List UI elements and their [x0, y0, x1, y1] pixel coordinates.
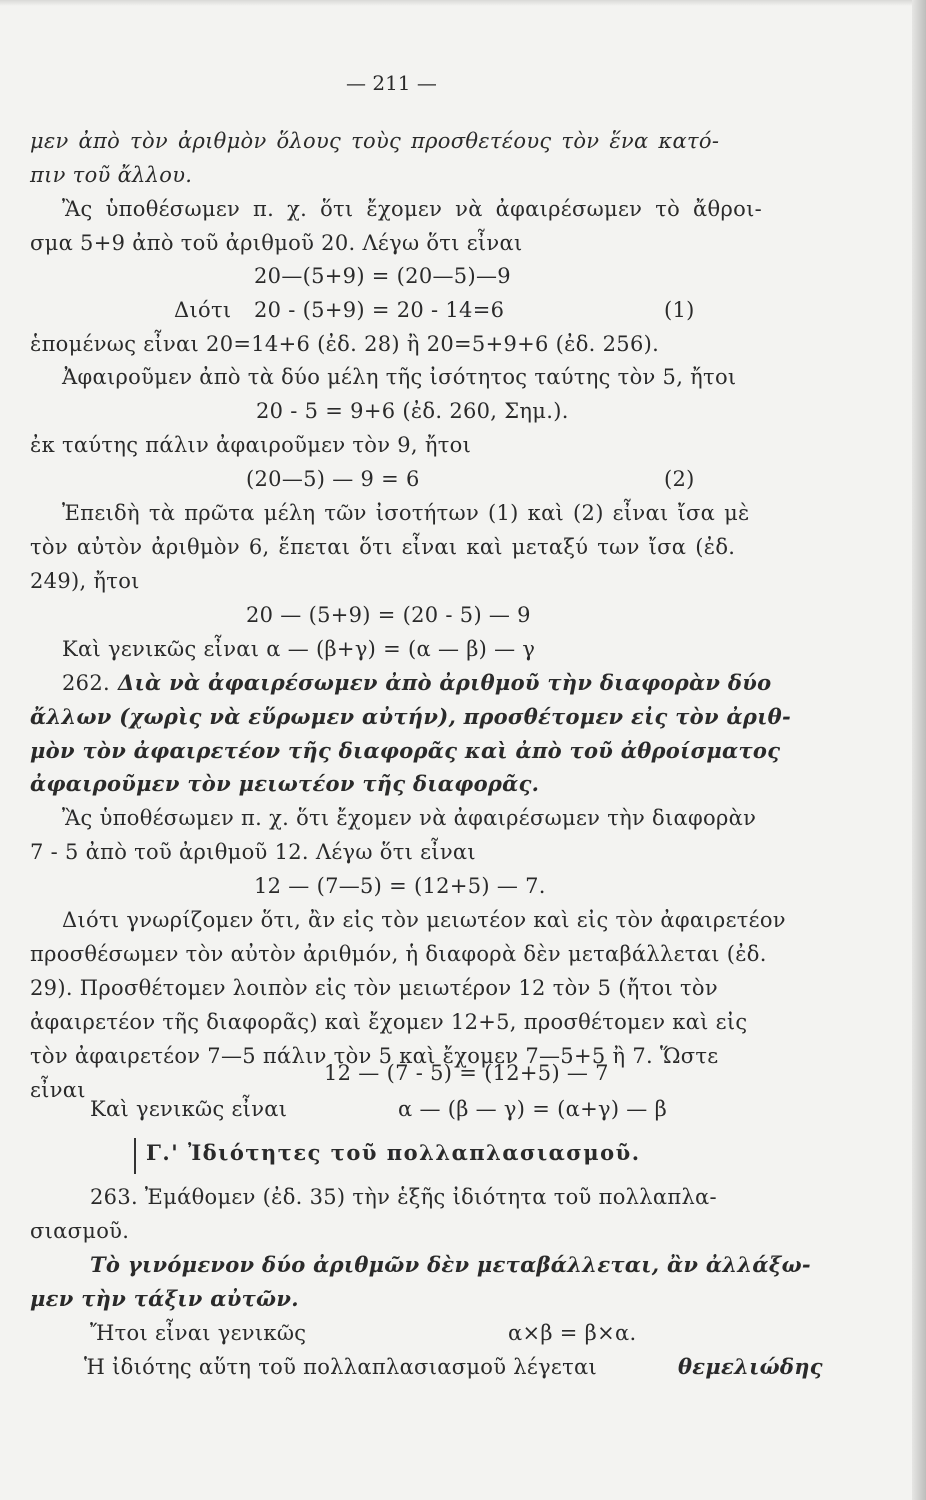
text-line: Ἂς ὑποθέσωμεν π. χ. ὅτι ἔχομεν νὰ ἀφαιρέσωμεν τὸ ἄθροι-: [62, 197, 762, 221]
emphasis-term: θεμελιώδης: [678, 1354, 823, 1379]
text-line: 249), ἤτοι: [30, 569, 140, 593]
text-line: 263. Ἐμάθομεν (ἐδ. 35) τὴν ἑξῆς ἰδιότητα τοῦ πολλαπλα-: [90, 1185, 717, 1209]
text-line: Καὶ γενικῶς εἶναι α — (β+γ) = (α — β) — γ: [62, 637, 536, 661]
equation-number: (2): [664, 467, 695, 491]
section-number: 262.: [62, 671, 110, 695]
equation: 12 — (7—5) = (12+5) — 7.: [254, 874, 546, 898]
text-line: Ἀφαιροῦμεν ἀπὸ τὰ δύο μέλη τῆς ἰσότητος ταύτης τὸν 5, ἤτοι: [62, 365, 737, 389]
text-line: ἀφαιρετέον τῆς διαφορᾶς) καὶ ἔχομεν 12+5, προσθέτομεν καὶ εἰς: [30, 1010, 748, 1034]
text-line: 29). Προσθέτομεν λοιπὸν εἰς τὸν μειωτέρον 12 τὸν 5 (ἤτοι τὸν: [30, 976, 718, 1000]
text-line: τὸν ἀφαιρετέον 7—5 πάλιν τὸν 5 καὶ ἔχομεν 7—5+5 ἢ 7. Ὥστε: [30, 1044, 719, 1068]
equation: 12 — (7 - 5) = (12+5) — 7: [324, 1061, 609, 1085]
text-line: Διότι: [174, 298, 232, 322]
equation: (20—5) — 9 = 6: [246, 467, 420, 491]
rule-text: ἄλλων (χωρὶς νὰ εὕρωμεν αὐτήν), προσθέτομεν εἰς τὸν ἀριθ-: [30, 704, 791, 729]
text-line: ἐκ ταύτης πάλιν ἀφαιροῦμεν τὸν 9, ἤτοι: [30, 433, 472, 457]
text-line: Ἐπειδὴ τὰ πρῶτα μέλη τῶν ἰσοτήτων (1) καὶ (2) εἶναι ἴσα μὲ: [62, 501, 750, 525]
equation: 20—(5+9) = (20—5)—9: [254, 264, 511, 288]
text-line: Διότι γνωρίζομεν ὅτι, ἂν εἰς τὸν μειωτέον καὶ εἰς τὸν ἀφαιρετέον: [62, 908, 786, 932]
text-line: προσθέσωμεν τὸν αὐτὸν ἀριθμόν, ἡ διαφορὰ δὲν μεταβάλλεται (ἐδ.: [30, 942, 767, 966]
text-line: εἶναι: [30, 1078, 86, 1102]
section-heading: Γ.' Ἰδιότητες τοῦ πολλαπλασιασμοῦ.: [146, 1140, 641, 1165]
text-line: σιασμοῦ.: [30, 1219, 130, 1243]
text-line: ἑπομένως εἶναι 20=14+6 (ἐδ. 28) ἢ 20=5+9+6 (ἐδ. 256).: [30, 332, 660, 356]
rule-text: ἀφαιροῦμεν τὸν μειωτέον τῆς διαφορᾶς.: [30, 771, 540, 796]
text-line: Ἡ ἰδιότης αὕτη τοῦ πολλαπλασιασμοῦ λέγεται: [84, 1355, 598, 1379]
rule-text: Διὰ νὰ ἀφαιρέσωμεν ἀπὸ ἀριθμοῦ τὴν διαφορὰν δύο: [118, 670, 772, 695]
equation: 20 - (5+9) = 20 - 14=6: [254, 298, 505, 322]
text-line: μεν ἀπὸ τὸν ἀριθμὸν ὅλους τοὺς προσθετέους τὸν ἕνα κατό-: [30, 129, 720, 153]
text-line: Ἤτοι εἶναι γενικῶς: [90, 1321, 307, 1345]
equation: α×β = β×α.: [508, 1321, 637, 1345]
rule-text: Τὸ γινόμενον δύο ἀριθμῶν δὲν μεταβάλλεται, ἂν ἀλλάξω-: [90, 1252, 811, 1277]
text-line: Καὶ γενικῶς εἶναι: [90, 1097, 288, 1121]
text-line: 7 - 5 ἀπὸ τοῦ ἀριθμοῦ 12. Λέγω ὅτι εἶναι: [30, 840, 476, 864]
text-line: τὸν αὐτὸν ἀριθμὸν 6, ἕπεται ὅτι εἶναι καὶ μεταξύ των ἴσα (ἐδ.: [30, 535, 736, 559]
text-line: πιν τοῦ ἄλλου.: [30, 163, 193, 187]
text-line: Ἂς ὑποθέσωμεν π. χ. ὅτι ἔχομεν νὰ ἀφαιρέσωμεν τὴν διαφορὰν: [62, 806, 757, 830]
text-line: σμα 5+9 ἀπὸ τοῦ ἀριθμοῦ 20. Λέγω ὅτι εἶναι: [30, 231, 523, 255]
equation: 20 - 5 = 9+6 (ἐδ. 260, Σημ.).: [256, 399, 569, 423]
rule-text: μὸν τὸν ἀφαιρετέον τῆς διαφορᾶς καὶ ἀπὸ τοῦ ἀθροίσματος: [30, 738, 781, 763]
equation: α — (β — γ) = (α+γ) — β: [398, 1097, 668, 1121]
scan-right-edge: [912, 0, 926, 1500]
scan-top-edge: [0, 0, 926, 6]
page-number: — 211 —: [346, 71, 437, 95]
section-marker: [134, 1138, 136, 1174]
equation-number: (1): [664, 298, 695, 322]
equation: 20 — (5+9) = (20 - 5) — 9: [246, 603, 531, 627]
rule-text: μεν τὴν τάξιν αὐτῶν.: [30, 1286, 299, 1311]
